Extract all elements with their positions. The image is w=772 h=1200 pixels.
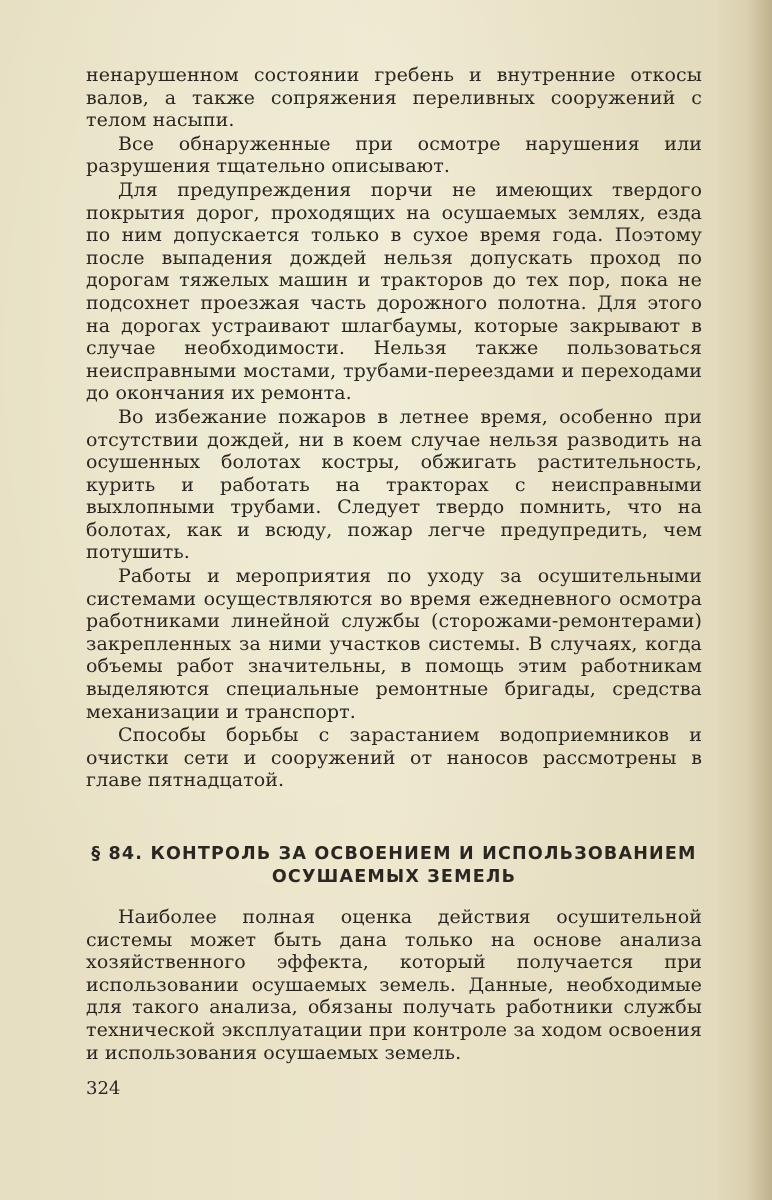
paragraph-economic-evaluation: Наиболее полная оценка действия осушительной системы может быть дана только на основе анализа хозяйственного эффекта, который получается при использовании осушаемых земель. Данные, необходимые для такого анализа, обязаны получать работники службы технической эксплуатации при контроле за ходом освоения и использования осушаемых земель. [86,906,702,1064]
section-heading-line-1: § 84. КОНТРОЛЬ ЗА ОСВОЕНИЕМ И ИСПОЛЬЗОВАНИЕМ [91,844,697,864]
page-number: 324 [86,1078,121,1099]
paragraph-roads: Для предупреждения порчи не имеющих твердого покрытия дорог, проходящих на осушаемых землях, езда по ним допускается только в сухое время года. Поэтому после выпадения дождей нельзя допускать проход по дорогам тяжелых машин и тракторов до тех пор, пока не подсохнет проезжая часть дорожного полотна. Для этого на дорогах устраивают шлагбаумы, которые закрывают в случае необходимости. Нельзя также пользоваться неисправными мостами, трубами-переездами и переходами до окончания их ремонта. [86,178,702,405]
body-text-top [86,64,702,792]
section-heading [86,843,702,889]
paragraph-continuation: ненарушенном состоянии гребень и внутренние откосы валов, а также сопряжения переливных сооружений с телом насыпи. [86,64,702,132]
section-heading-line-2: ОСУШАЕМЫХ ЗЕМЕЛЬ [271,867,517,887]
page-edge-shadow [746,0,772,1200]
paragraph-inspection-records: Все обнаруженные при осмотре нарушения или разрушения тщательно описывают. [86,132,702,178]
body-text-bottom [86,906,702,1064]
paragraph-overgrowth-control: Способы борьбы с зарастанием водоприемников и очистки сети и сооружений от наносов рассмотрены в главе пятнадцатой. [86,724,702,792]
paragraph-fire-prevention: Во избежание пожаров в летнее время, особенно при отсутствии дождей, ни в коем случае нельзя разводить на осушенных болотах костры, обжигать растительность, курить и работать на тракторах с неисправными выхлопными трубами. Следует твердо помнить, что на болотах, как и всюду, пожар легче предупредить, чем потушить. [86,405,702,564]
paragraph-maintenance-works: Работы и мероприятия по уходу за осушительными системами осуществляются во время ежедневного осмотра работниками линейной службы (сторожами-ремонтерами) закрепленных за ними участков системы. В случаях, когда объемы работ значительны, в помощь этим работникам выделяются специальные ремонтные бригады, средства механизации и транспорт. [86,565,702,723]
